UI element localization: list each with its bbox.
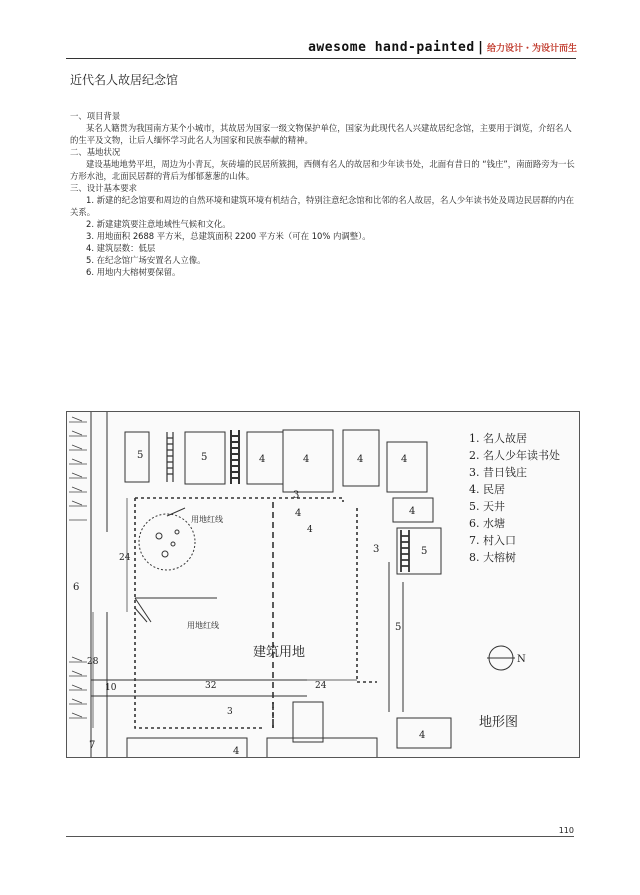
house-outline (387, 442, 427, 492)
block-label: 3 (373, 544, 380, 555)
brand-banner (308, 40, 577, 55)
site-map-drawing (67, 412, 579, 757)
block-label: 6 (73, 582, 80, 593)
map-caption: 地形图 (479, 715, 519, 730)
block-label: 5 (201, 452, 208, 463)
requirement-item: 5. 在纪念馆广场安置名人立像。 (86, 255, 206, 265)
pond-hatch (69, 417, 87, 718)
section-2-text: 建设基地地势平坦，周边为小青瓦，灰砖墙的民居所簇拥，西侧有名人的故居和少年读书处，北面有昔日的 “钱庄”，南面路旁为一长方形水池，北面民居群的背后为郁郁葱葱的山体。 (70, 159, 575, 181)
hatched-wall (231, 430, 239, 484)
brand-name: awesome hand-painted (308, 40, 475, 55)
dimension-label: 4 (307, 525, 313, 535)
block-label: 4 (409, 506, 416, 517)
block-label: 5 (137, 450, 144, 461)
house-block (293, 702, 323, 742)
block-label: 4 (401, 454, 408, 465)
legend-item: 4. 民居 (469, 483, 505, 496)
dimension-label: 28 (87, 657, 99, 667)
road-line (91, 412, 107, 757)
section-1-heading: 一、项目背景 (70, 111, 121, 121)
block-label: 3 (293, 490, 300, 501)
legend-item: 5. 天井 (469, 500, 505, 513)
block-label: 5 (421, 546, 428, 557)
courtyard-block (397, 528, 441, 574)
dimension-line (93, 498, 357, 728)
banyan-tree (139, 514, 195, 570)
north-label: N (517, 654, 526, 665)
redline-leader (167, 508, 185, 516)
redline-label: 用地红线 (191, 515, 223, 524)
section-2-heading: 二、基地状况 (70, 147, 121, 157)
legend-item: 2. 名人少年读书处 (469, 449, 560, 462)
footer-divider (66, 836, 574, 837)
brand-separator: | (476, 40, 485, 55)
legend-item: 3. 昔日钱庄 (469, 466, 527, 479)
requirement-item: 4. 建筑层数：低层 (86, 243, 156, 253)
hatched-wall (401, 530, 409, 572)
block-label: 5 (395, 622, 402, 633)
house-block (267, 738, 377, 757)
header-divider (66, 58, 576, 59)
block-label: 4 (259, 454, 266, 465)
hatched-wall (167, 432, 173, 482)
legend-item: 6. 水塘 (469, 517, 505, 530)
legend-item: 1. 名人故居 (469, 432, 527, 445)
page-title: 近代名人故居纪念馆 (70, 73, 179, 87)
house-block (127, 738, 247, 757)
dimension-label: 3 (227, 707, 233, 717)
block-label: 4 (295, 508, 302, 519)
requirement-item: 2. 新建建筑要注意地域性气候和文化。 (86, 219, 231, 229)
road-line (91, 680, 307, 696)
brand-slogan: 给力设计・为设计而生 (486, 44, 577, 54)
dimension-label: 10 (105, 683, 117, 693)
requirement-item: 1. 新建的纪念馆要和周边的自然环境和建筑环境有机结合，特别注意纪念馆和比邻的名人故居，名人少年读书处及周边民居群的内在关系。 (70, 195, 575, 217)
requirement-item: 3. 用地面积 2688 平方米，总建筑面积 2200 平方米（可在 10% 内调整）。 (86, 231, 371, 241)
redline-label: 用地红线 (187, 621, 219, 630)
dimension-label: 24 (315, 681, 327, 691)
section-3-heading: 三、设计基本要求 (70, 183, 137, 193)
legend-item: 7. 村入口 (469, 534, 516, 547)
site-label: 建筑用地 (253, 645, 306, 660)
block-label: 4 (419, 730, 426, 741)
block-label: 4 (233, 746, 240, 757)
section-1-text: 某名人籍贯为我国南方某个小城市，其故居为国家一级文物保护单位，国家为此现代名人兴建故居纪念馆，主要用于浏览，介绍名人的生平及文物，让后人缅怀学习此名人为国家和民族奉献的精神。 (70, 123, 572, 145)
site-map (66, 411, 580, 758)
site-boundary (135, 498, 380, 728)
north-arrow (487, 646, 515, 670)
dimension-label: 24 (119, 553, 131, 563)
block-label: 4 (303, 454, 310, 465)
requirement-item: 6. 用地内大榕树要保留。 (86, 267, 181, 277)
page-number: 110 (558, 826, 574, 835)
block-label: 4 (357, 454, 364, 465)
road-line (389, 562, 403, 712)
document-body (70, 110, 578, 278)
dimension-label: 32 (205, 681, 217, 691)
block-label: 7 (89, 740, 96, 751)
legend-item: 8. 大榕树 (469, 551, 516, 564)
map-legend (469, 431, 560, 564)
redline-leader (135, 598, 217, 622)
